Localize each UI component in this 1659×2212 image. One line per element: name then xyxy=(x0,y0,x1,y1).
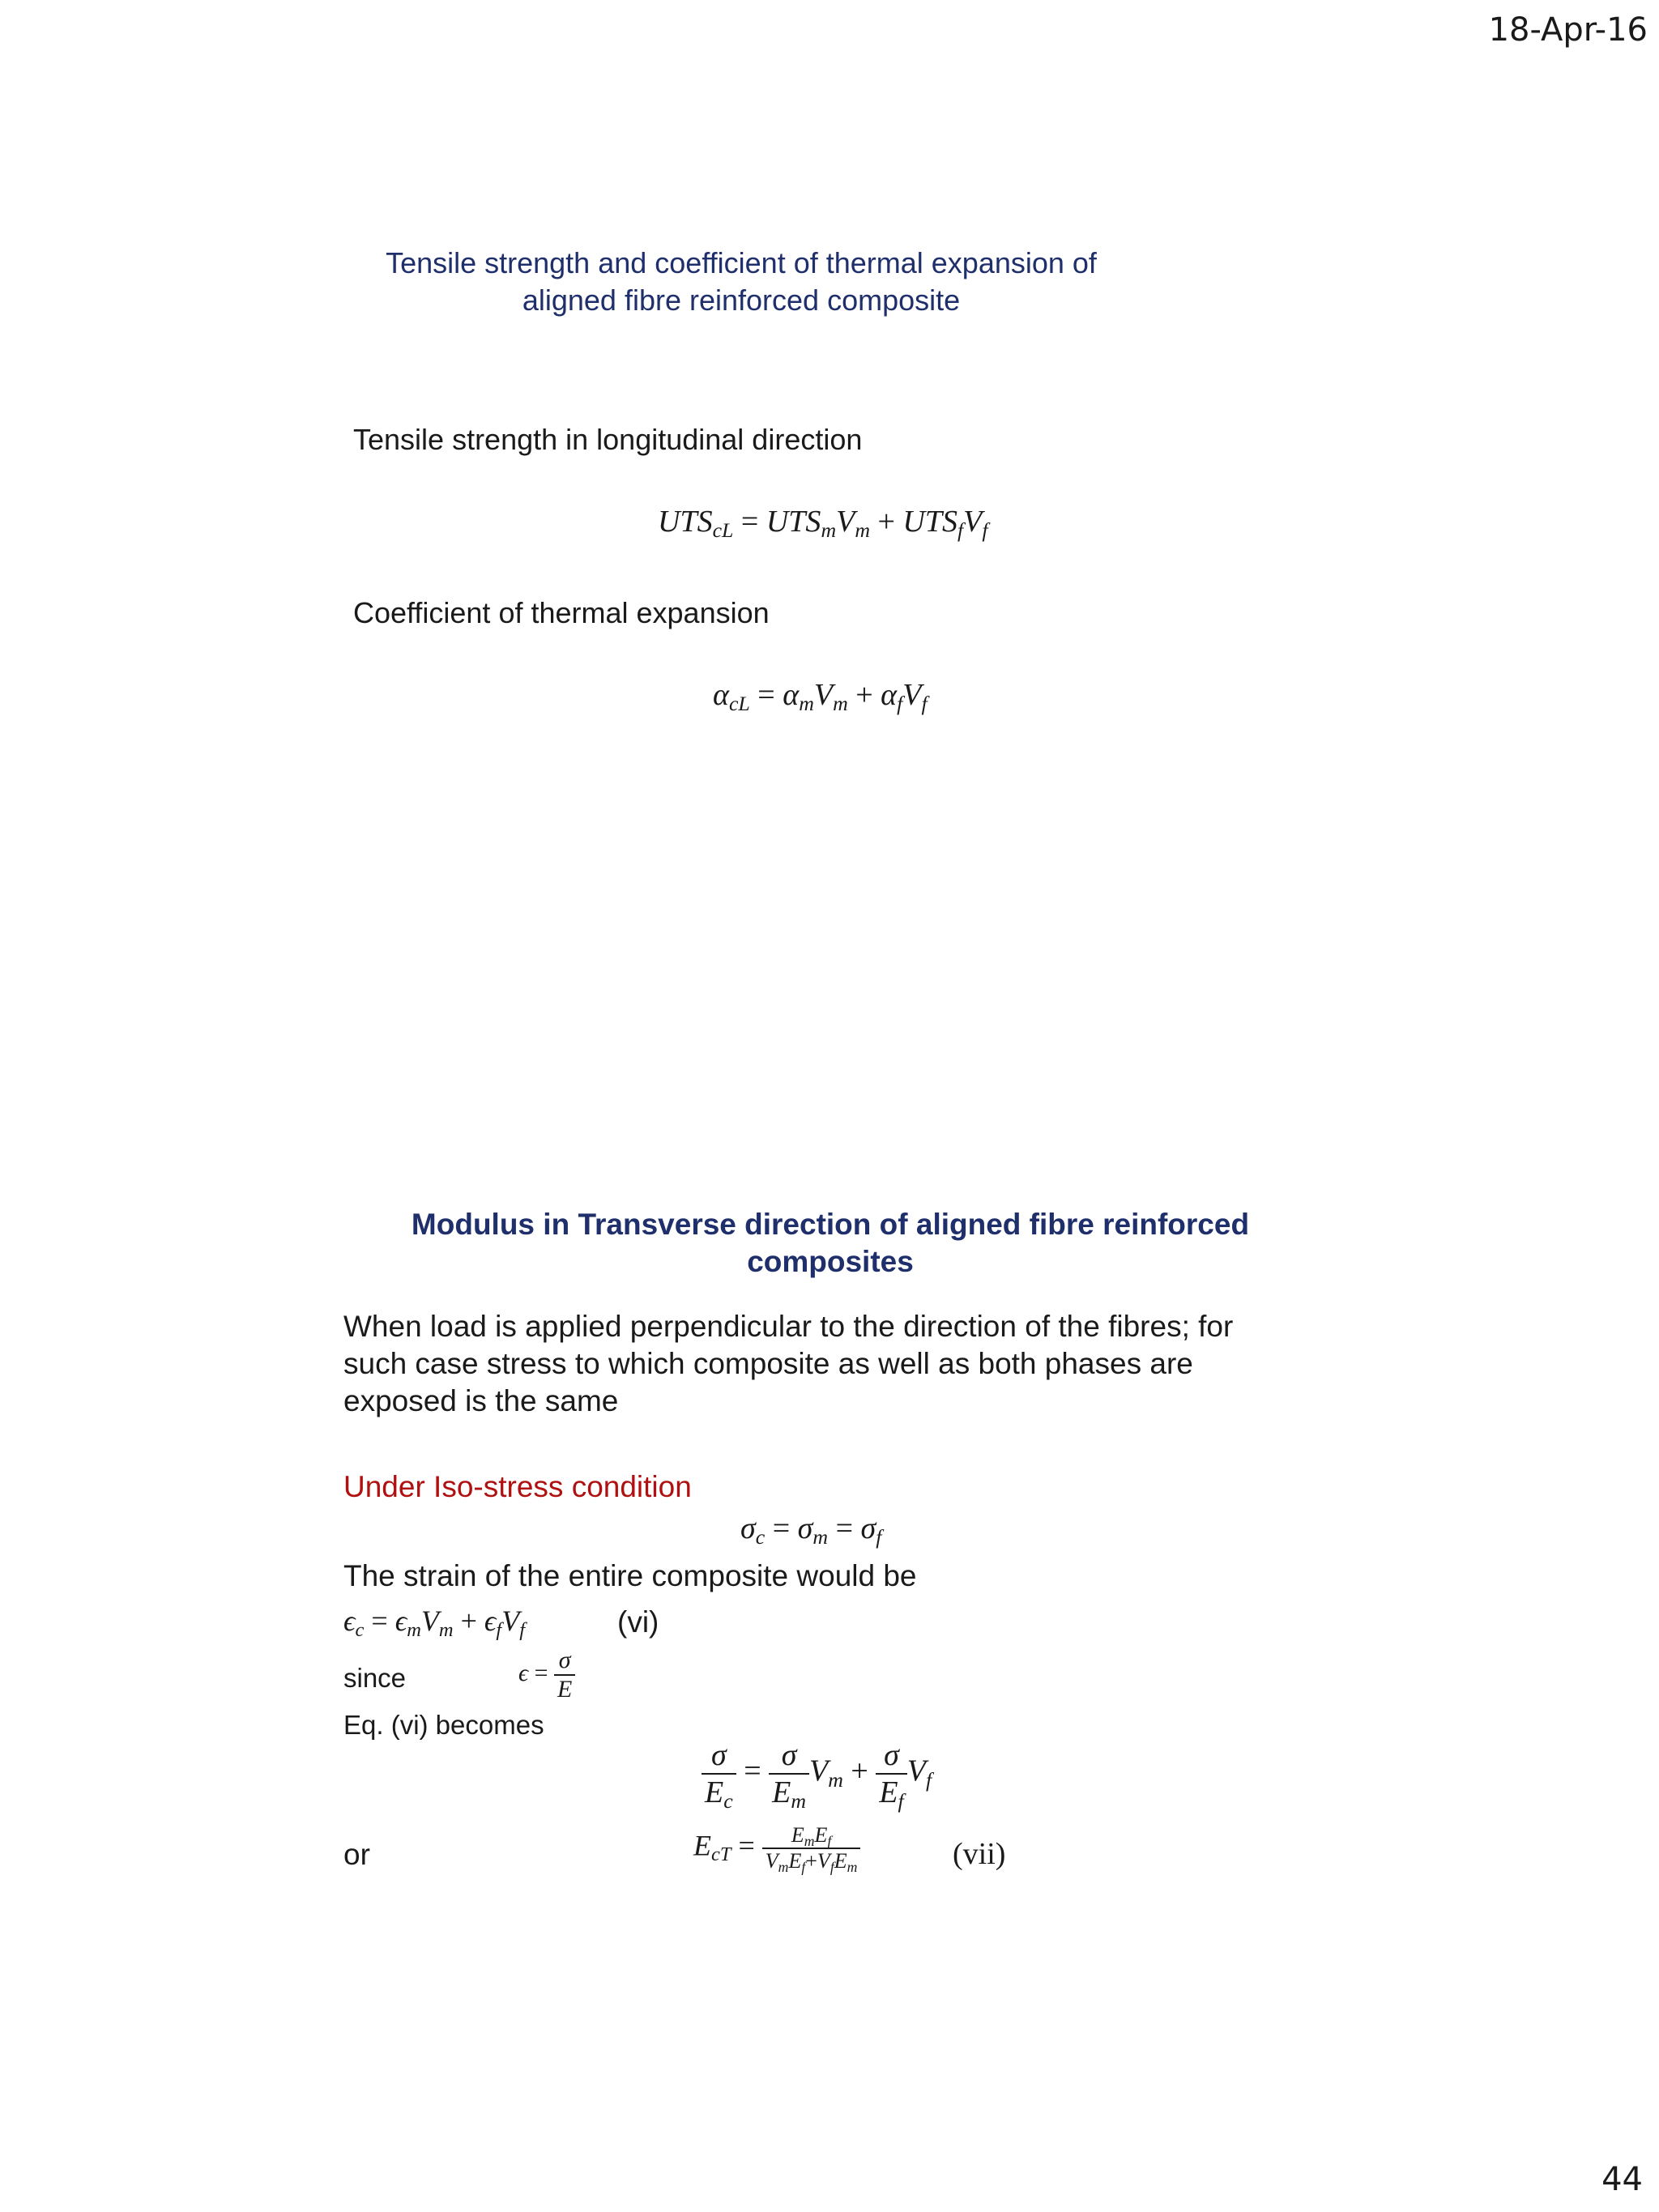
eq-vii-label: (vii) xyxy=(953,1837,1006,1871)
or-label: or xyxy=(343,1838,370,1871)
slide1-title: Tensile strength and coefficient of thermal expansion of aligned fibre reinforced composite xyxy=(386,246,1097,317)
stress-equality-equation: $\sigma_c = \sigma_m = \sigma_f$ xyxy=(740,1511,882,1549)
page-number: 44 xyxy=(1601,2161,1643,2198)
eq-vi-label: (vi) xyxy=(617,1605,659,1639)
uts-equation: $UTS_{cL} = UTS_mV_m + UTS_fV_f$ xyxy=(658,505,988,543)
transverse-modulus-equation: $E_{cT}$ = $\frac{E_mE_f}{V_mE_f+V_fE_m}$ xyxy=(693,1823,860,1873)
slide-lower xyxy=(0,1106,1659,2212)
slide2-title: Modulus in Transverse direction of aligned fibre reinforced composites xyxy=(411,1208,1250,1278)
slide-date: 18-Apr-16 xyxy=(1488,11,1648,49)
since-label: since xyxy=(343,1663,407,1693)
intro-paragraph: When load is applied perpendicular to the direction of the fibres; for such case stress to which composite as well as both phases are exposed is the same xyxy=(343,1310,1234,1417)
hookes-law-equation: ϵ = $\frac{\sigma}{E}$ xyxy=(518,1647,575,1703)
thermal-expansion-heading: Coefficient of thermal expansion xyxy=(353,596,770,629)
alpha-equation: $\alpha_{cL} = \alpha_mV_m + \alpha_fV_f$ xyxy=(713,678,928,716)
tensile-strength-heading: Tensile strength in longitudinal direction xyxy=(353,423,863,456)
strain-statement: The strain of the entire composite would be xyxy=(343,1559,917,1592)
strain-equation: $\epsilon_c = \epsilon_mV_m + \epsilon_fV_f$ xyxy=(343,1605,526,1641)
iso-stress-condition: Under Iso-stress condition xyxy=(343,1470,692,1503)
transverse-stress-equation: $\frac{\sigma}{E_c}$ = $\frac{\sigma}{E_m}$ $V_m$ + $\frac{\sigma}{E_f}$ $V_f$ xyxy=(702,1737,932,1810)
becomes-text: Eq. (vi) becomes xyxy=(343,1710,544,1740)
